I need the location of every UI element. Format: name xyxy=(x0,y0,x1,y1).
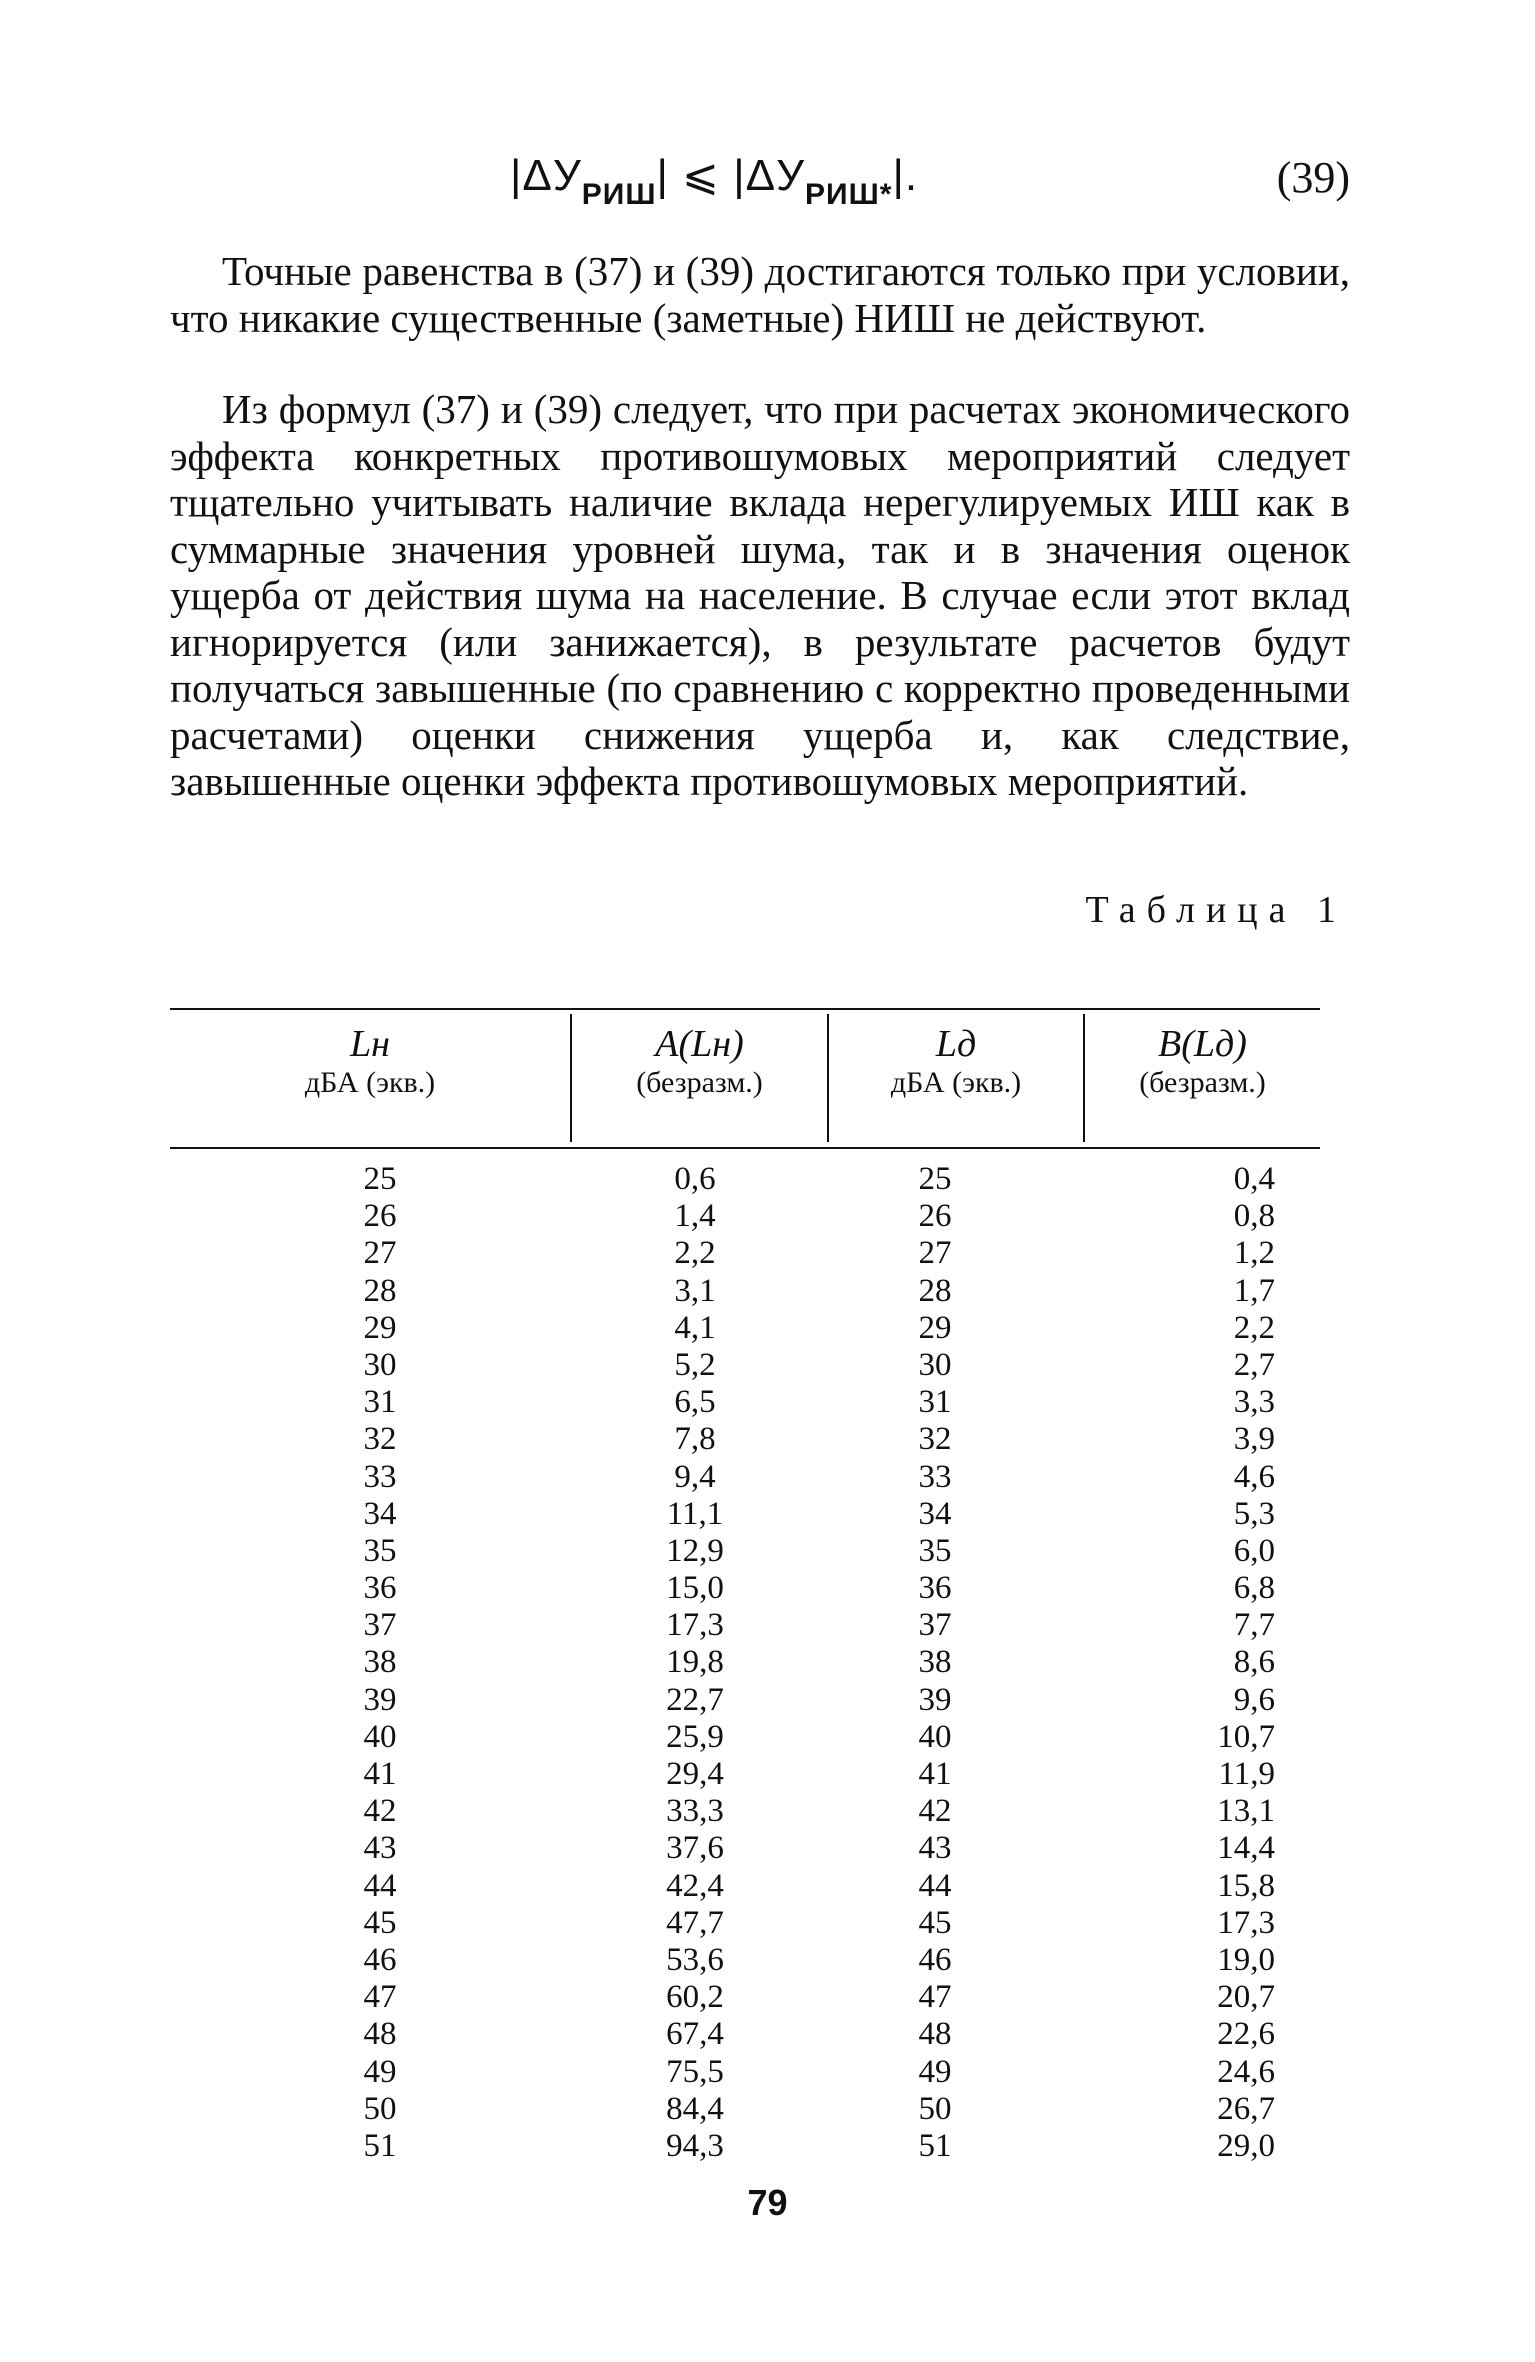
table-row xyxy=(170,1644,1320,1681)
header-col-4 xyxy=(1085,1022,1320,1142)
table-row xyxy=(170,1905,1320,1942)
cell-a: 33,3 xyxy=(666,1793,724,1830)
cell-ld: 35 xyxy=(918,1532,952,1569)
table-row xyxy=(170,1496,1320,1533)
cell-ln: 41 xyxy=(363,1756,397,1792)
paragraph-2 xyxy=(170,386,1350,805)
cell-ln: 30 xyxy=(363,1346,397,1383)
cell-b: 29,0 xyxy=(1217,2127,1275,2164)
cell-ln: 33 xyxy=(363,1458,397,1495)
table-row xyxy=(170,1570,1320,1607)
header-col-1 xyxy=(170,1022,570,1142)
header-symbol: Lн xyxy=(350,1023,390,1065)
cell-a: 4,1 xyxy=(674,1309,716,1346)
cell-ld: 30 xyxy=(918,1346,952,1383)
cell-a: 12,9 xyxy=(666,1532,724,1569)
header-unit: дБА (экв.) xyxy=(890,1066,1022,1099)
cell-ld: 36 xyxy=(918,1570,952,1607)
cell-a: 75,5 xyxy=(666,2053,724,2090)
cell-a: 60,2 xyxy=(666,1979,724,2016)
cell-a: 9,4 xyxy=(674,1458,716,1495)
table-row xyxy=(170,1793,1320,1830)
table-row xyxy=(170,1868,1320,1905)
paragraph-1 xyxy=(170,248,1350,341)
cell-b: 0,8 xyxy=(1233,1198,1275,1235)
cell-ld: 28 xyxy=(918,1272,952,1309)
cell-b: 1,7 xyxy=(1233,1272,1275,1309)
table-row xyxy=(170,1421,1320,1458)
cell-b: 19,0 xyxy=(1217,1941,1275,1978)
cell-a: 17,3 xyxy=(666,1607,724,1644)
formula-39 xyxy=(170,150,1350,220)
cell-ln: 44 xyxy=(363,1867,397,1904)
cell-a: 42,4 xyxy=(666,1867,724,1904)
cell-a: 25,9 xyxy=(666,1718,724,1755)
cell-ln: 51 xyxy=(363,2127,397,2164)
cell-ln: 49 xyxy=(363,2053,397,2090)
cell-ld: 38 xyxy=(918,1644,952,1681)
cell-ln: 26 xyxy=(363,1198,397,1235)
paragraph-1-text: Точные равенства в (37) и (39) достигаются только при условии, что никакие существенные (заметные) НИШ не действуют. xyxy=(170,248,1350,341)
cell-ln: 42 xyxy=(363,1793,397,1830)
cell-ld: 26 xyxy=(918,1198,952,1235)
header-symbol: B(Lд) xyxy=(1158,1023,1247,1065)
cell-a: 0,6 xyxy=(674,1161,716,1197)
cell-ln: 25 xyxy=(363,1161,397,1197)
cell-ln: 50 xyxy=(363,2090,397,2127)
cell-ld: 31 xyxy=(918,1384,952,1421)
equation-number: (39) xyxy=(1276,153,1350,202)
cell-ln: 43 xyxy=(363,1830,397,1867)
cell-ld: 34 xyxy=(918,1495,952,1532)
formula-subscript-left: РИШ xyxy=(581,178,657,211)
header-symbol: A(Lн) xyxy=(655,1023,744,1065)
cell-ln: 27 xyxy=(363,1235,397,1272)
cell-ld: 27 xyxy=(918,1235,952,1272)
cell-ld: 50 xyxy=(918,2090,952,2127)
cell-ld: 45 xyxy=(918,1904,952,1941)
header-unit: дБА (экв.) xyxy=(304,1066,436,1099)
cell-b: 24,6 xyxy=(1217,2053,1275,2090)
cell-a: 7,8 xyxy=(674,1421,716,1458)
cell-b: 7,7 xyxy=(1233,1607,1275,1644)
cell-b: 9,6 xyxy=(1233,1681,1275,1718)
table-header-rule xyxy=(170,1147,1320,1149)
cell-a: 47,7 xyxy=(666,1904,724,1941)
cell-b: 20,7 xyxy=(1217,1979,1275,2016)
cell-ld: 32 xyxy=(918,1421,952,1458)
cell-ln: 36 xyxy=(363,1570,397,1607)
cell-b: 6,8 xyxy=(1233,1570,1275,1607)
cell-b: 5,3 xyxy=(1233,1495,1275,1532)
cell-a: 11,1 xyxy=(666,1495,724,1532)
cell-ld: 43 xyxy=(918,1830,952,1867)
cell-b: 0,4 xyxy=(1233,1161,1275,1197)
paragraph-2-text: Из формул (37) и (39) следует, что при расчетах экономического эффекта конкретных противошумовых мероприятий следует тщательно учитывать наличие вклада нерегулируемых ИШ как в суммарные значения уровней шума, так и в значения оценок ущерба от действия шума на население. В случае если этот вклад игнорируется (или занижается), в результате расчетов будут получаться завышенные (по сравнению с корректно проведенными расчетами) оценки снижения ущерба и, как следствие, завышенные оценки эффекта противошумовых мероприятий. xyxy=(170,386,1350,804)
cell-a: 94,3 xyxy=(666,2127,724,2164)
cell-a: 84,4 xyxy=(666,2090,724,2127)
cell-ld: 41 xyxy=(918,1756,952,1792)
cell-b: 3,9 xyxy=(1233,1421,1275,1458)
table-body xyxy=(170,1161,1320,2165)
table-row xyxy=(170,1384,1320,1421)
cell-ln: 48 xyxy=(363,2016,397,2053)
cell-ln: 47 xyxy=(363,1979,397,2016)
cell-ln: 45 xyxy=(363,1904,397,1941)
cell-ld: 39 xyxy=(918,1681,952,1718)
cell-ln: 35 xyxy=(363,1532,397,1569)
cell-b: 17,3 xyxy=(1217,1904,1275,1941)
cell-b: 2,2 xyxy=(1233,1309,1275,1346)
cell-b: 10,7 xyxy=(1217,1718,1275,1755)
table-row xyxy=(170,1979,1320,2016)
cell-a: 22,7 xyxy=(666,1681,724,1718)
cell-a: 5,2 xyxy=(674,1346,716,1383)
cell-ln: 29 xyxy=(363,1309,397,1346)
table-row xyxy=(170,1682,1320,1719)
cell-b: 8,6 xyxy=(1233,1644,1275,1681)
header-symbol: Lд xyxy=(935,1023,977,1065)
cell-a: 37,6 xyxy=(666,1830,724,1867)
header-unit: (безразм.) xyxy=(636,1066,763,1099)
cell-ln: 46 xyxy=(363,1941,397,1978)
cell-a: 1,4 xyxy=(674,1198,716,1235)
table-row xyxy=(170,2091,1320,2128)
cell-ln: 39 xyxy=(363,1681,397,1718)
cell-a: 19,8 xyxy=(666,1644,724,1681)
cell-b: 11,9 xyxy=(1218,1756,1275,1792)
cell-a: 29,4 xyxy=(666,1756,724,1792)
cell-ln: 28 xyxy=(363,1272,397,1309)
table-row xyxy=(170,2128,1320,2165)
table-row xyxy=(170,1161,1320,1198)
cell-ld: 47 xyxy=(918,1979,952,2016)
table-row xyxy=(170,2054,1320,2091)
table-top-rule xyxy=(170,1008,1320,1010)
cell-ld: 40 xyxy=(918,1718,952,1755)
cell-ld: 51 xyxy=(918,2127,952,2164)
cell-ld: 29 xyxy=(918,1309,952,1346)
cell-b: 14,4 xyxy=(1217,1830,1275,1867)
cell-ld: 44 xyxy=(918,1867,952,1904)
cell-a: 67,4 xyxy=(666,2016,724,2053)
table-row xyxy=(170,1830,1320,1867)
table-row xyxy=(170,1347,1320,1384)
cell-b: 26,7 xyxy=(1217,2090,1275,2127)
cell-b: 15,8 xyxy=(1217,1867,1275,1904)
table-row xyxy=(170,1273,1320,1310)
formula-expression xyxy=(510,150,918,212)
cell-ln: 34 xyxy=(363,1495,397,1532)
cell-ld: 42 xyxy=(918,1793,952,1830)
cell-ld: 33 xyxy=(918,1458,952,1495)
cell-ld: 49 xyxy=(918,2053,952,2090)
cell-a: 53,6 xyxy=(666,1941,724,1978)
formula-left-part: |ΔУ xyxy=(510,151,582,200)
cell-ld: 46 xyxy=(918,1941,952,1978)
table-row xyxy=(170,1533,1320,1570)
cell-ln: 38 xyxy=(363,1644,397,1681)
header-col-3 xyxy=(829,1022,1083,1142)
cell-b: 13,1 xyxy=(1217,1793,1275,1830)
cell-b: 1,2 xyxy=(1233,1235,1275,1272)
cell-b: 3,3 xyxy=(1233,1384,1275,1421)
cell-b: 22,6 xyxy=(1217,2016,1275,2053)
page-number: 79 xyxy=(747,2182,788,2223)
table-row xyxy=(170,1310,1320,1347)
cell-ln: 32 xyxy=(363,1421,397,1458)
cell-ln: 37 xyxy=(363,1607,397,1644)
table-row xyxy=(170,1607,1320,1644)
header-unit: (безразм.) xyxy=(1139,1066,1266,1099)
table-row xyxy=(170,1235,1320,1272)
cell-b: 2,7 xyxy=(1233,1346,1275,1383)
table-row xyxy=(170,2016,1320,2053)
formula-subscript-right: РИШ* xyxy=(805,178,893,211)
cell-a: 2,2 xyxy=(674,1235,716,1272)
cell-b: 6,0 xyxy=(1233,1532,1275,1569)
cell-a: 6,5 xyxy=(674,1384,716,1421)
header-col-2 xyxy=(572,1022,827,1142)
cell-ln: 31 xyxy=(363,1384,397,1421)
cell-ld: 25 xyxy=(918,1161,952,1197)
table-caption: Таблица 1 xyxy=(1085,889,1347,931)
cell-ld: 48 xyxy=(918,2016,952,2053)
formula-relation: | ⩽ |ΔУ xyxy=(656,151,806,200)
table-row xyxy=(170,1459,1320,1496)
formula-close: |. xyxy=(892,151,919,200)
cell-a: 15,0 xyxy=(666,1570,724,1607)
cell-ld: 37 xyxy=(918,1607,952,1644)
table-row xyxy=(170,1756,1320,1793)
cell-a: 3,1 xyxy=(674,1272,716,1309)
table-row xyxy=(170,1942,1320,1979)
cell-ln: 40 xyxy=(363,1718,397,1755)
table-row xyxy=(170,1719,1320,1756)
table-row xyxy=(170,1198,1320,1235)
cell-b: 4,6 xyxy=(1233,1458,1275,1495)
